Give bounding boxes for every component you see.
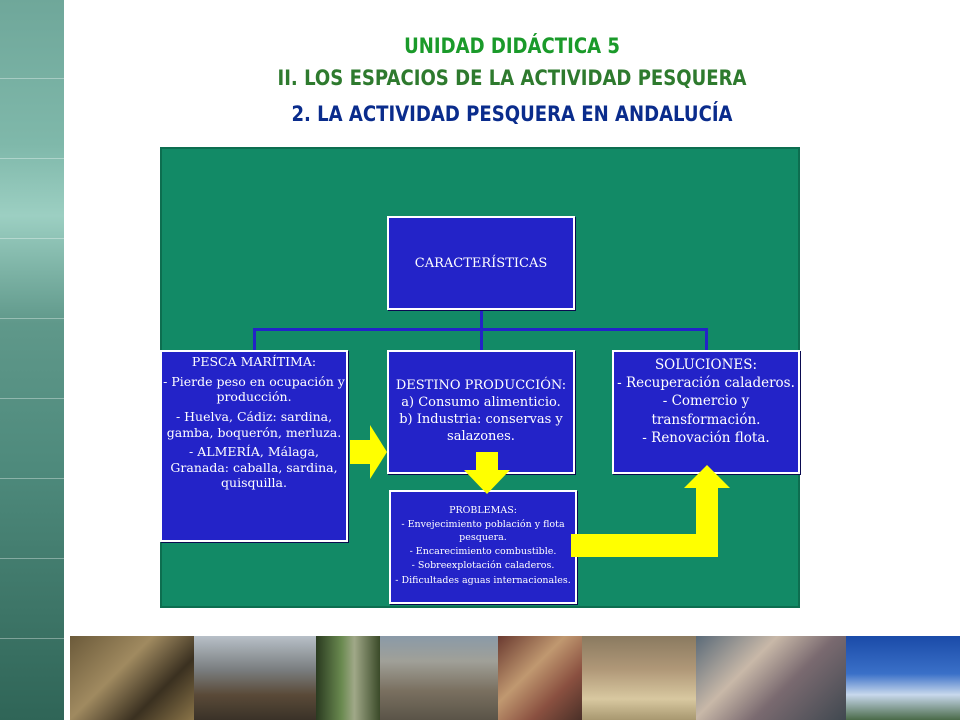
soluciones-title: SOLUCIONES:: [654, 357, 758, 373]
section-title: II. LOS ESPACIOS DE LA ACTIVIDAD PESQUERA: [277, 66, 747, 90]
problemas-item: - Sobreexplotación caladeros.: [411, 560, 555, 572]
photo-landfill: [380, 636, 498, 720]
destino-item: a) Consumo alimenticio.: [401, 395, 561, 411]
photo-people-market: [498, 636, 582, 720]
unit-title: UNIDAD DIDÁCTICA 5: [404, 34, 620, 58]
characteristics-label: CARACTERÍSTICAS: [414, 255, 548, 271]
photo-factory-workers: [696, 636, 846, 720]
photo-smoke-village: [194, 636, 316, 720]
photo-workers-field: [582, 636, 696, 720]
soluciones-item: - Renovación flota.: [642, 429, 770, 446]
arrow-problemas-to-soluciones: [571, 465, 730, 557]
pesca-item: - Huelva, Cádiz: sardina, gamba, boquerón, merluza.: [166, 408, 342, 440]
soluciones-item: - Recuperación caladeros.: [617, 375, 795, 392]
pesca-item: - Pierde peso en ocupación y producción.: [163, 373, 345, 405]
subsection-title: 2. LA ACTIVIDAD PESQUERA EN ANDALUCÍA: [291, 102, 733, 126]
pesca-item: - ALMERÍA, Málaga, Granada: caballa, sardina, quisquilla.: [170, 444, 338, 491]
photo-sky-clouds: [846, 636, 960, 720]
pesca-title: PESCA MARÍTIMA:: [191, 354, 317, 369]
problemas-item: - Encarecimiento combustible.: [409, 546, 557, 557]
photo-fire-forest: [70, 636, 194, 720]
problemas-item: - Envejecimiento población y flota pesquera.: [401, 519, 565, 543]
photo-strip: [70, 636, 960, 720]
problemas-item: - Dificultades aguas internacionales.: [395, 574, 571, 586]
arrow-pesca-to-destino: [350, 425, 387, 479]
destino-item: b) Industria: conservas y salazones.: [399, 412, 563, 444]
problemas-title: PROBLEMAS:: [449, 504, 517, 516]
arrow-destino-to-problemas: [464, 452, 510, 494]
photo-tall-trees: [316, 636, 380, 720]
destino-title: DESTINO PRODUCCIÓN:: [395, 378, 567, 394]
soluciones-item: - Comercio y transformación.: [651, 393, 761, 428]
